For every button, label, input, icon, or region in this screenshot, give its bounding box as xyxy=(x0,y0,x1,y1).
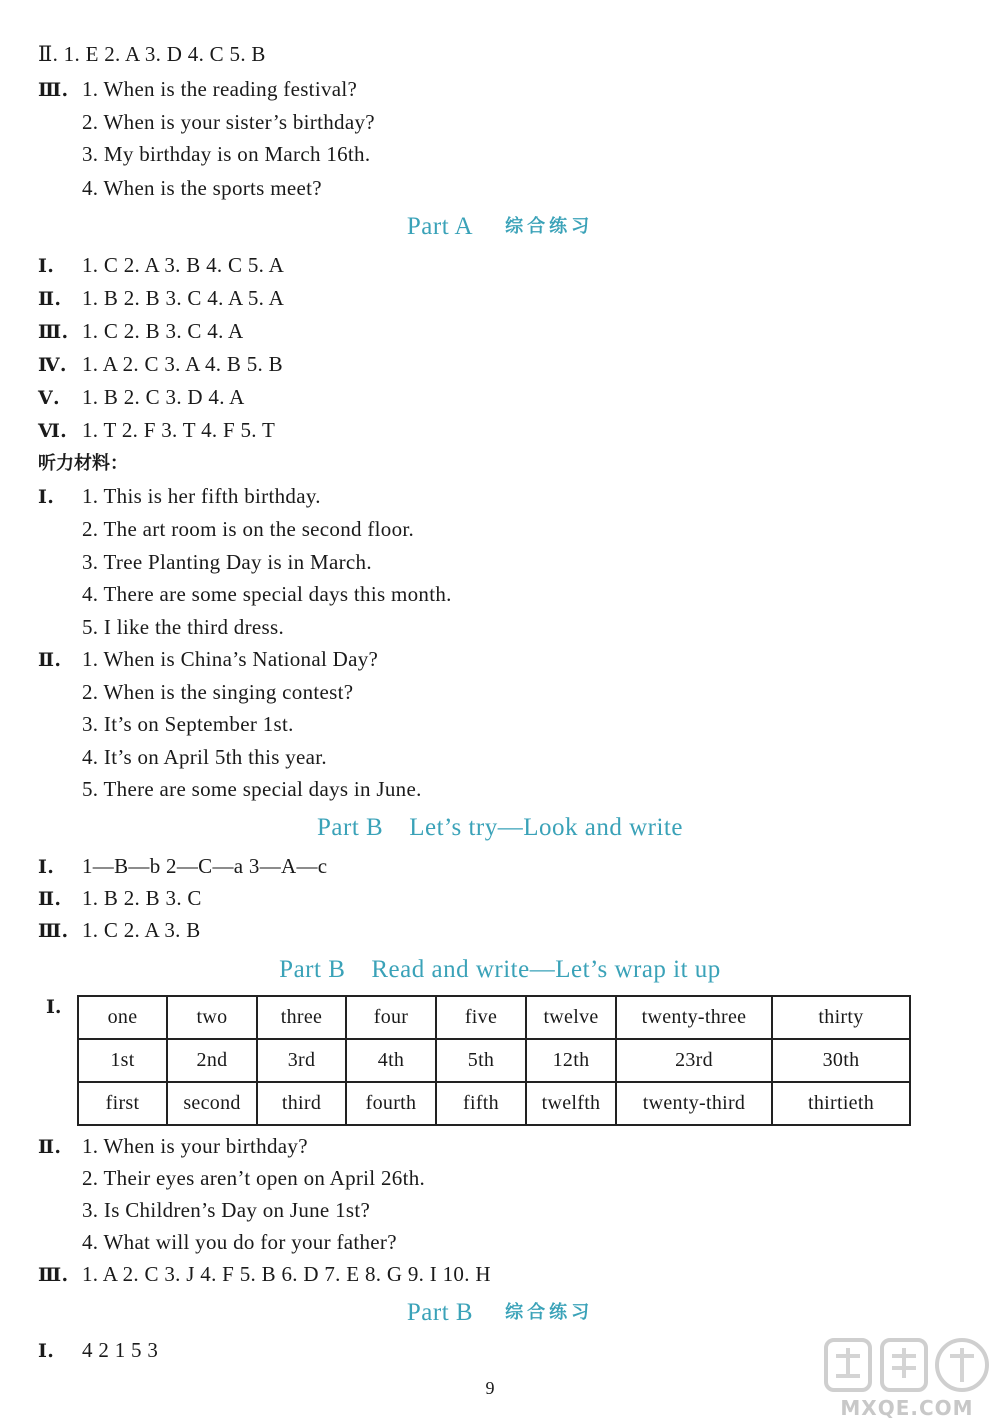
table-row xyxy=(78,1039,910,1082)
table-cell: one xyxy=(78,996,167,1039)
answer-line: Ⅴ. 1. B 2. C 3. D 4. A xyxy=(38,385,245,409)
table-cell: fifth xyxy=(436,1082,526,1125)
page-number: 9 xyxy=(485,1378,495,1398)
ordinal-table xyxy=(77,995,911,1126)
answer-line: 4. When is the sports meet? xyxy=(82,176,322,200)
answer-line: Ⅳ. 1. A 2. C 3. A 4. B 5. B xyxy=(38,352,283,376)
answer-line: Ⅱ. 1. B 2. B 3. C xyxy=(38,886,202,910)
answer-line: Ⅰ. 1. C 2. A 3. B 4. C 5. A xyxy=(38,253,285,277)
answer-line: Ⅱ. 1. When is your birthday? xyxy=(38,1134,308,1158)
table-cell: thirty xyxy=(772,996,910,1039)
transcript-line: 2. The art room is on the second floor. xyxy=(82,517,415,541)
table-cell: second xyxy=(167,1082,257,1125)
transcript-line: 2. When is the singing contest? xyxy=(82,680,354,704)
transcript-line: 3. It’s on September 1st. xyxy=(82,712,294,736)
table-cell: twelfth xyxy=(526,1082,616,1125)
answer-line: Ⅱ. 1. E 2. A 3. D 4. C 5. B xyxy=(38,42,266,66)
transcript-line: 4. It’s on April 5th this year. xyxy=(82,745,327,769)
answer-line: Ⅱ. 1. B 2. B 3. C 4. A 5. A xyxy=(38,286,285,310)
transcript-line: 4. There are some special days this month. xyxy=(82,582,452,606)
table-cell: 2nd xyxy=(167,1039,257,1082)
listening-label: 听力材料： xyxy=(38,453,128,474)
section-heading: Part B 综合练习 xyxy=(406,1299,594,1326)
answer-line: Ⅲ. 1. C 2. B 3. C 4. A xyxy=(38,319,244,343)
transcript-line: Ⅰ. 1. This is her fifth birthday. xyxy=(38,484,321,508)
section-heading: Part B Read and write—Let’s wrap it up xyxy=(279,956,721,983)
answer-line: Ⅲ. 1. C 2. A 3. B xyxy=(38,918,201,942)
answer-line: Ⅵ. 1. T 2. F 3. T 4. F 5. T xyxy=(38,418,276,442)
answer-line: Ⅲ. 1. When is the reading festival? xyxy=(38,77,358,101)
table-cell: five xyxy=(436,996,526,1039)
answer-line: 3. My birthday is on March 16th. xyxy=(82,142,371,166)
table-cell: four xyxy=(346,996,436,1039)
answer-line: Ⅰ. 4 2 1 5 3 xyxy=(38,1338,159,1362)
answer-line: Ⅰ. 1—B—b 2—C—a 3—A—c xyxy=(38,854,328,878)
table-cell: thirtieth xyxy=(772,1082,910,1125)
table-cell: 30th xyxy=(772,1039,910,1082)
table-cell: third xyxy=(257,1082,346,1125)
table-cell: first xyxy=(78,1082,167,1125)
table-cell: 4th xyxy=(346,1039,436,1082)
table-cell: two xyxy=(167,996,257,1039)
table-cell: 1st xyxy=(78,1039,167,1082)
table-cell: twelve xyxy=(526,996,616,1039)
table-cell: 3rd xyxy=(257,1039,346,1082)
watermark-text: MXQE.COM xyxy=(840,1396,974,1420)
table-cell: 5th xyxy=(436,1039,526,1082)
table-row xyxy=(78,1082,910,1125)
section-heading: Part B Let’s try—Look and write xyxy=(317,814,683,841)
table-cell: three xyxy=(257,996,346,1039)
table-row xyxy=(78,996,910,1039)
table-cell: 12th xyxy=(526,1039,616,1082)
answer-line: Ⅲ. 1. A 2. C 3. J 4. F 5. B 6. D 7. E 8. G 9. I 10. H xyxy=(38,1262,491,1286)
table-cell: 23rd xyxy=(616,1039,772,1082)
answer-line: 2. Their eyes aren’t open on April 26th. xyxy=(82,1166,426,1190)
answer-line: 4. What will you do for your father? xyxy=(82,1230,397,1254)
transcript-line: Ⅱ. 1. When is China’s National Day? xyxy=(38,647,379,671)
answer-line: 3. Is Children’s Day on June 1st? xyxy=(82,1198,371,1222)
table-cell: twenty-third xyxy=(616,1082,772,1125)
section-heading: Part A 综合练习 xyxy=(406,213,594,240)
question-number: Ⅰ. xyxy=(46,996,62,1018)
table-cell: twenty-three xyxy=(616,996,772,1039)
table-cell: fourth xyxy=(346,1082,436,1125)
transcript-line: 5. There are some special days in June. xyxy=(82,777,422,801)
answer-line: 2. When is your sister’s birthday? xyxy=(82,110,375,134)
transcript-line: 3. Tree Planting Day is in March. xyxy=(82,550,372,574)
transcript-line: 5. I like the third dress. xyxy=(82,615,285,639)
